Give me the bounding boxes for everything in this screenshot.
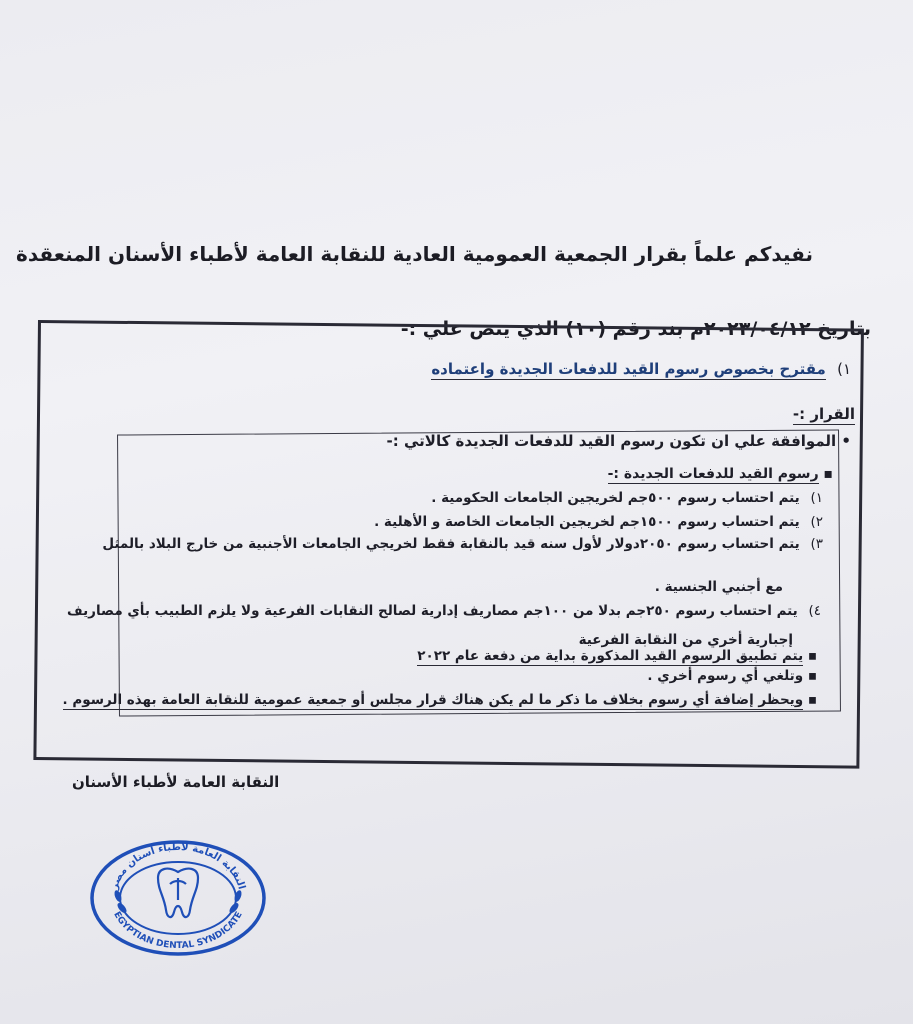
fee-item-3-continued: مع أجنبي الجنسية . — [654, 579, 783, 595]
proposal-line — [431, 360, 851, 378]
item-number: ٣) — [810, 536, 823, 552]
item-text: يتم احتساب رسوم ١٥٠٠جم لخريجين الجامعات الخاصة و الأهلية . — [374, 514, 800, 530]
decision-label: القرار :- — [792, 405, 855, 423]
item-number: ٢) — [810, 514, 823, 530]
item-text: يتم احتساب رسوم ٥٠٠جم لخريجين الجامعات الحكومية . — [431, 490, 800, 506]
item-text: يتم احتساب رسوم ٢٥٠جم بدلا من ١٠٠جم مصاريف إدارية لصالح النقابات الفرعية ولا يلزم الطبيب بأي مصاريف — [67, 603, 798, 619]
fees-title-text: رسوم القيد للدفعات الجديدة :- — [607, 466, 819, 482]
item-number: ٤) — [808, 603, 821, 619]
seal-english-text: EGYPTIAN DENTAL SYNDICATE — [111, 910, 245, 952]
item-text: يتم احتساب رسوم ٢٠٥٠دولار لأول سنه قيد بالنقابة فقط لخريجي الجامعات الأجنبية من خارج البلاد بالمثل — [102, 536, 800, 552]
signature-line: النقابة العامة لأطباء الأسنان — [72, 773, 280, 791]
tooth-icon — [158, 869, 198, 917]
fee-item-4 — [67, 603, 821, 619]
bullet-icon: ▪ — [823, 466, 833, 482]
item-number: ١) — [810, 490, 823, 506]
rule-text: ويحظر إضافة أي رسوم بخلاف ما ذكر ما لم يكن هناك قرار مجلس أو جمعية عمومية للنقابة العامة بهذه الرسوم . — [62, 692, 804, 708]
fee-item-2 — [374, 514, 823, 530]
bullet-icon: ▪ — [807, 692, 817, 708]
rule-text: وتلغي أي رسوم أخري . — [647, 668, 804, 684]
fees-title — [608, 466, 833, 482]
bullet-icon: ▪ — [807, 648, 817, 664]
bullet-icon: • — [841, 432, 851, 450]
header-line-2: بتاريخ ٢٠٢٣/٠٤/١٢م بند رقم (١٠) الذي ينص علي :- — [400, 318, 871, 340]
proposal-text: مقترح بخصوص رسوم القيد للدفعات الجديدة واعتماده — [431, 360, 826, 378]
rule-bullet-3 — [63, 692, 817, 708]
proposal-number: ١) — [837, 360, 851, 378]
fee-item-3 — [102, 536, 823, 552]
approval-text: الموافقة علي ان تكون رسوم القيد للدفعات الجديدة كالاتي :- — [386, 432, 837, 450]
fee-item-1 — [431, 490, 823, 506]
rule-bullet-1 — [417, 648, 817, 664]
rule-bullet-2 — [647, 668, 817, 684]
rule-text: يتم تطبيق الرسوم القيد المذكورة بداية من دفعة عام ٢٠٢٢ — [417, 648, 804, 664]
syndicate-seal — [88, 838, 268, 956]
seal-arabic-text: النقابة العامة لأطباء أسنان مصر — [109, 841, 247, 891]
fee-item-4-continued: إجبارية أخري من النقابة الفرعية — [578, 632, 793, 648]
bullet-icon: ▪ — [807, 668, 817, 684]
header-line-1: نفيدكم علماً بقرار الجمعية العمومية العادية للنقابة العامة لأطباء الأسنان المنعقدة — [16, 242, 813, 266]
approval-line — [387, 432, 851, 450]
